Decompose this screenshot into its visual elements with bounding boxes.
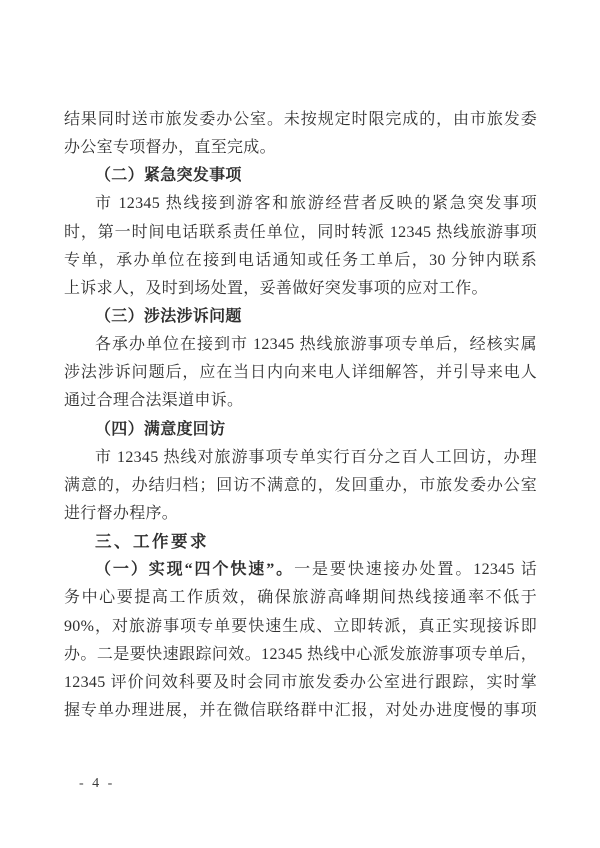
paragraph-line: 握专单办理进展，并在微信联络群中汇报，对处办进度慢的事项: [64, 701, 537, 719]
paragraph-line: 办公室专项督办，直至完成。: [64, 139, 276, 157]
document-body: [64, 106, 537, 725]
paragraph-line: 办。二是要快速跟踪问效。12345 热线中心派发旅游事项专单后，: [64, 645, 537, 663]
paragraph-line: 市 12345 热线接到游客和旅游经营者反映的紧急突发事项: [95, 195, 537, 213]
paragraph-line: 专单，承办单位在接到电话通知或任务工单后，30 分钟内联系: [64, 251, 537, 269]
subsection-lead: （一）实现“四个快速”。: [95, 561, 295, 579]
paragraph-line: 上诉求人，及时到场处置，妥善做好突发事项的应对工作。: [64, 279, 488, 297]
paragraph-line: 各承办单位在接到市 12345 热线旅游事项专单后，经核实属: [95, 336, 537, 354]
section-heading-2: （二）紧急突发事项: [95, 167, 242, 185]
section-heading-4: （四）满意度回访: [95, 420, 226, 438]
paragraph-line: 满意的，办结归档；回访不满意的，发回重办，市旅发委办公室: [64, 476, 537, 494]
paragraph-line: 90%，对旅游事项专单要快速生成、立即转派，真正实现接诉即: [64, 617, 537, 635]
paragraph-line: 通过合理合法渠道申诉。: [64, 392, 244, 410]
paragraph-text: 一是要快速接办处置。12345 话: [294, 561, 537, 579]
paragraph-line: [64, 556, 537, 584]
chapter-heading-work-requirements: 三、工作要求: [95, 533, 209, 552]
paragraph-line: 12345 评价问效科要及时会同市旅发委办公室进行跟踪，实时掌: [64, 673, 537, 691]
paragraph-line: 时，第一时间电话联系责任单位，同时转派 12345 热线旅游事项: [64, 223, 537, 241]
paragraph-line: 进行督办程序。: [64, 504, 179, 522]
section-heading-3: （三）涉法涉诉问题: [95, 307, 242, 325]
paragraph-line: 务中心要提高工作质效，确保旅游高峰期间热线接通率不低于: [64, 589, 537, 607]
paragraph-line: 涉法涉诉问题后，应在当日内向来电人详细解答，并引导来电人: [64, 364, 537, 382]
page-number: - 4 -: [79, 776, 115, 791]
paragraph-line: 结果同时送市旅发委办公室。未按规定时限完成的，由市旅发委: [64, 111, 537, 128]
paragraph-line: 市 12345 热线对旅游事项专单实行百分之百人工回访，办理: [95, 448, 537, 466]
